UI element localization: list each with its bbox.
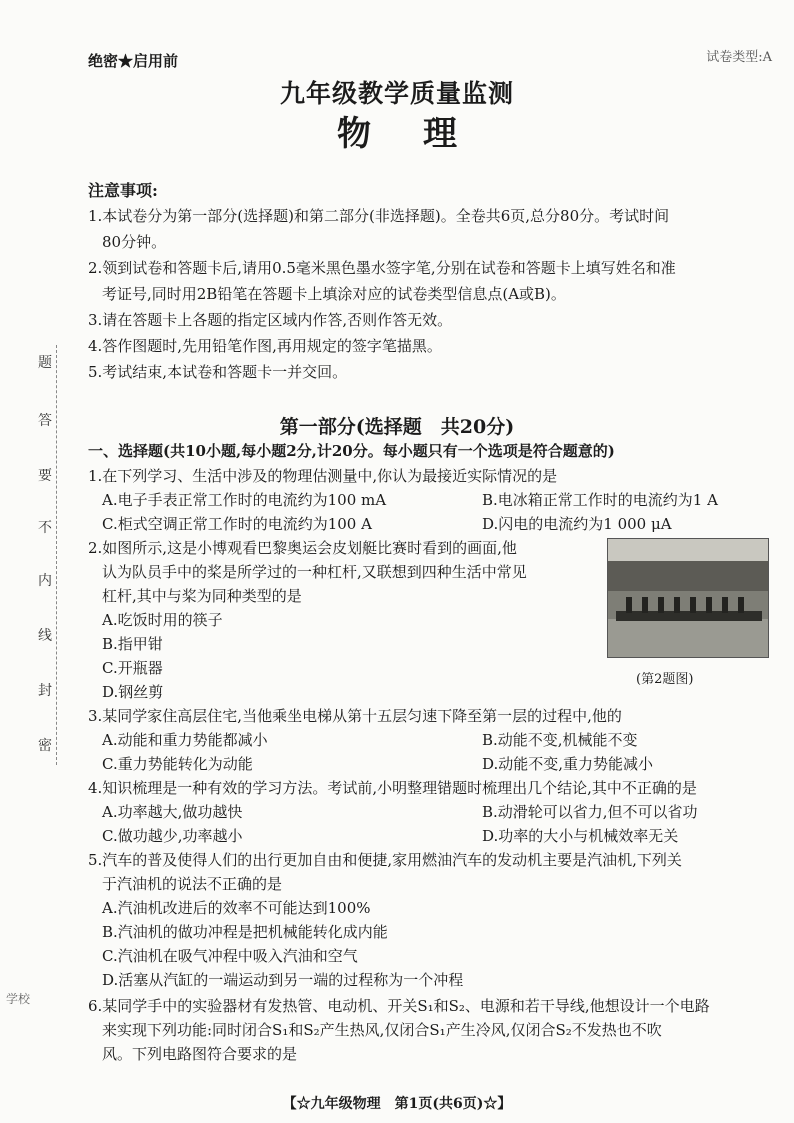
option-d: D.动能不变,重力势能减小 xyxy=(482,755,654,773)
option-d: D.钢丝剪 xyxy=(102,683,164,701)
seal-char: 线 xyxy=(38,628,52,644)
option-d: D.活塞从汽缸的一端运动到另一端的过程称为一个冲程 xyxy=(102,971,464,989)
option-b: B.动能不变,机械能不变 xyxy=(482,731,638,749)
notice-item: 4.答作图题时,先用铅笔作图,再用规定的签字笔描黑。 xyxy=(88,337,442,355)
question-stem: 来实现下列功能:同时闭合S₁和S₂产生热风,仅闭合S₁产生冷风,仅闭合S₂不发热也不吹 xyxy=(102,1021,662,1039)
notice-item: 1.本试卷分为第一部分(选择题)和第二部分(非选择题)。全卷共6页,总分80分。考试时间 xyxy=(88,207,670,225)
seal-char: 密 xyxy=(38,738,52,754)
section-heading: 第一部分(选择题 共20分) xyxy=(279,416,515,438)
option-d: D.闪电的电流约为1 000 μA xyxy=(482,515,672,533)
question-stem: 2.如图所示,这是小博观看巴黎奥运会皮划艇比赛时看到的画面,他 xyxy=(88,539,517,557)
seal-char: 封 xyxy=(38,683,52,699)
question-stem: 风。下列电路图符合要求的是 xyxy=(102,1045,298,1063)
question-stem: 认为队员手中的桨是所学过的一种杠杆,又联想到四种生活中常见 xyxy=(102,563,527,581)
seal-char: 要 xyxy=(38,468,52,484)
seal-char: 内 xyxy=(38,573,52,589)
option-c: C.重力势能转化为动能 xyxy=(102,755,253,773)
option-c: C.柜式空调正常工作时的电流约为100 A xyxy=(102,515,372,533)
option-c: C.做功越少,功率越小 xyxy=(102,827,243,845)
notice-item: 5.考试结束,本试卷和答题卡一并交回。 xyxy=(88,363,348,381)
question-stem: 4.知识梳理是一种有效的学习方法。考试前,小明整理错题时梳理出几个结论,其中不正确的是 xyxy=(88,779,697,797)
option-b: B.指甲钳 xyxy=(102,635,163,653)
option-a: A.动能和重力势能都减小 xyxy=(102,731,268,749)
option-a: A.汽油机改进后的效率不可能达到100% xyxy=(102,899,371,917)
option-b: B.电冰箱正常工作时的电流约为1 A xyxy=(482,491,718,509)
figure-caption: (第2题图) xyxy=(636,672,694,687)
notice-item: 2.领到试卷和答题卡后,请用0.5毫米黑色墨水签字笔,分别在试卷和答题卡上填写姓名和准 xyxy=(88,259,676,277)
question-stem: 5.汽车的普及使得人们的出行更加自由和便捷,家用燃油汽车的发动机主要是汽油机,下列关 xyxy=(88,851,682,869)
question-stem: 1.在下列学习、生活中涉及的物理估测量中,你认为最接近实际情况的是 xyxy=(88,467,558,485)
paper-type-label: 试卷类型:A xyxy=(706,50,772,65)
option-a: A.吃饭时用的筷子 xyxy=(102,611,223,629)
option-a: A.电子手表正常工作时的电流约为100 mA xyxy=(102,491,387,509)
option-b: B.动滑轮可以省力,但不可以省功 xyxy=(482,803,698,821)
seal-char: 答 xyxy=(38,413,52,429)
exam-title: 九年级教学质量监测 xyxy=(279,79,514,108)
notice-item: 3.请在答题卡上各题的指定区域内作答,否则作答无效。 xyxy=(88,311,453,329)
page-footer: 【☆九年级物理 第1页(共6页)☆】 xyxy=(282,1096,512,1112)
option-b: B.汽油机的做功冲程是把机械能转化成内能 xyxy=(102,923,388,941)
option-d: D.功率的大小与机械效率无关 xyxy=(482,827,679,845)
question-stem: 杠杆,其中与桨为同种类型的是 xyxy=(102,587,302,605)
option-c: C.汽油机在吸气冲程中吸入汽油和空气 xyxy=(102,947,358,965)
question-stem: 于汽油机的说法不正确的是 xyxy=(102,875,283,893)
seal-line xyxy=(28,345,57,765)
school-label: 学校 xyxy=(6,992,31,1006)
option-c: C.开瓶器 xyxy=(102,659,163,677)
option-a: A.功率越大,做功越快 xyxy=(102,803,243,821)
question-stem: 3.某同学家住高层住宅,当他乘坐电梯从第十五层匀速下降至第一层的过程中,他的 xyxy=(88,707,622,725)
confidential-label: 绝密★启用前 xyxy=(88,52,179,70)
notice-item: 80分钟。 xyxy=(102,233,167,251)
notice-heading: 注意事项: xyxy=(88,181,158,200)
subject-title: 物理 xyxy=(337,114,509,154)
notice-item: 考证号,同时用2B铅笔在答题卡上填涂对应的试卷类型信息点(A或B)。 xyxy=(102,285,566,303)
seal-char: 题 xyxy=(38,355,52,371)
seal-char: 不 xyxy=(38,520,52,536)
kayak-race-photo xyxy=(607,538,769,658)
section-intro: 一、选择题(共10小题,每小题2分,计20分。每小题只有一个选项是符合题意的) xyxy=(88,442,615,460)
question-stem: 6.某同学手中的实验器材有发热管、电动机、开关S₁和S₂、电源和若干导线,他想设计一个电路 xyxy=(88,997,710,1015)
